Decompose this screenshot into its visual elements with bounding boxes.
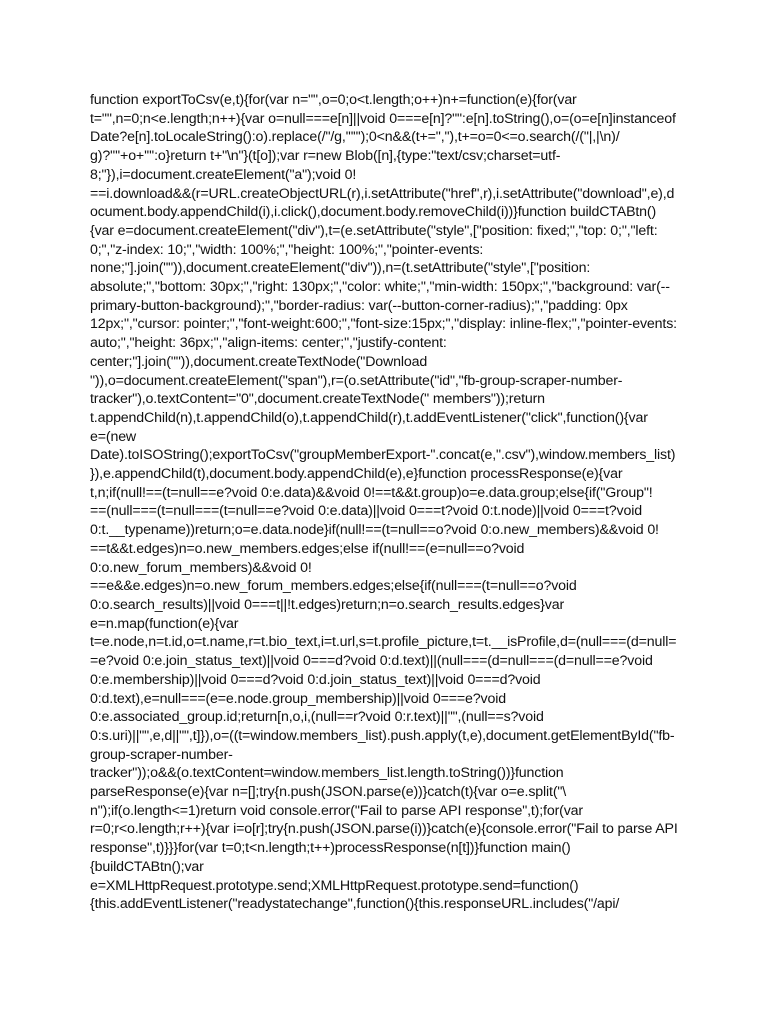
code-line: function exportToCsv(e,t){for(var n="",o=0;o<t.length;o++)n+=function(e){for(var [90, 92, 577, 108]
code-line: group-scraper-number- [90, 746, 233, 763]
code-line: t="",n=0;n<e.length;n++){var o=null===e[n]||void 0===e[n]?"":e[n].toString(),o=(o=e[n]instanceof [90, 110, 676, 127]
code-line: n");if(o.length<=1)return void console.error("Fail to parse API response",t);for(var [90, 802, 583, 819]
code-line: 0:d.text),e=null===(e=e.node.group_membership)||void 0===e?void [90, 690, 506, 707]
code-line: r=0;r<o.length;r++){var i=o[r];try{n.push(JSON.parse(i))}catch(e){console.error("Fail to parse API [90, 821, 678, 838]
code-line: {buildCTABtn();var [90, 858, 204, 875]
code-line: tracker"),o.textContent="0",document.createTextNode(" members"));return [90, 391, 545, 408]
code-line: t=e.node,n=t.id,o=t.name,r=t.bio_text,i=t.url,s=t.profile_picture,t=t.__isProfile,d=(null===(d=null= [90, 634, 677, 651]
code-line: 0:e.associated_group.id;return[n,o,i,(null==r?void 0:r.text)||"",(null==s?void [90, 709, 544, 726]
code-line: }),e.appendChild(t),document.body.appendChild(e),e}function processResponse(e){var [90, 466, 623, 483]
code-line: absolute;","bottom: 30px;","right: 130px;","color: white;","min-width: 150px;","background: var(-- [90, 279, 670, 296]
code-line: response",t)}}}for(var t=0;t<n.length;t++)processResponse(n[t])}function main() [90, 840, 571, 857]
code-line: g)?'"'+o+'"':o}return t+"\n"}(t[o]);var r=new Blob([n],{type:"text/csv;charset=utf- [90, 148, 561, 165]
code-line: 0:t.__typename))return;o=e.data.node}if(null!==(t=null==o?void 0:o.new_members)&&void 0! [90, 522, 659, 539]
code-line: 0:e.membership)||void 0===d?void 0:d.join_status_text)||void 0===d?void [90, 671, 541, 688]
code-line: ")),o=document.createElement("span"),r=(o.setAttribute("id","fb-group-scraper-number- [90, 372, 623, 389]
code-line: 12px;","cursor: pointer;","font-weight:600;","font-size:15px;","display: inline-flex;","pointer-events: [90, 316, 677, 333]
code-line: Date?e[n].toLocaleString():o).replace(/"/g,'""');0<n&&(t+=","),t+=o=0<=o.search(/("|,|\n)/ [90, 129, 620, 146]
code-line: parseResponse(e){var n=[];try{n.push(JSON.parse(e))}catch(t){var o=e.split("\ [90, 784, 567, 801]
code-line: ==t&&t.edges)n=o.new_members.edges;else if(null!==(e=null==o?void [90, 540, 525, 557]
code-line: ocument.body.appendChild(i),i.click(),document.body.removeChild(i))}function buildCTABtn() [90, 204, 657, 221]
code-line: e=(new [90, 428, 137, 445]
code-line: auto;","height: 36px;","align-items: center;","justify-content: [90, 335, 447, 352]
code-line: Date).toISOString();exportToCsv("groupMemberExport-".concat(e,".csv"),window.members_list) [90, 447, 676, 464]
code-line: t.appendChild(n),t.appendChild(o),t.appendChild(r),t.addEventListener("click",function(){var [90, 409, 648, 426]
code-line: ==(null===(t=null===(t=null==e?void 0:e.data)||void 0===t?void 0:t.node)||void 0===t?void [90, 503, 642, 520]
code-line: 0:o.new_forum_members)&&void 0! [90, 559, 312, 576]
code-line: 8;"}),i=document.createElement("a");void 0! [90, 166, 357, 183]
code-text-body [90, 91, 768, 914]
code-line: e=XMLHttpRequest.prototype.send;XMLHttpRequest.prototype.send=function() [90, 877, 579, 894]
code-line: tracker"));o&&(o.textContent=window.members_list.length.toString())}function [90, 765, 564, 782]
code-line: e=n.map(function(e){var [90, 615, 239, 632]
code-line: ==e&&e.edges)n=o.new_forum_members.edges;else{if(null===(t=null==o?void [90, 578, 577, 595]
code-line: center;"].join("")),document.createTextNode("Download [90, 353, 428, 370]
code-line: t,n;if(null!==(t=null==e?void 0:e.data)&&void 0!==t&&t.group)o=e.data.group;else{if("Group"! [90, 484, 653, 501]
code-line: 0:o.search_results)||void 0===t||!t.edges)return;n=o.search_results.edges}var [90, 596, 565, 613]
code-line: primary-button-background);","border-radius: var(--button-corner-radius);","padding: 0px [90, 297, 628, 314]
code-line: none;"].join("")),document.createElement("div")),n=(t.setAttribute("style",["position: [90, 260, 591, 277]
code-line: 0:s.uri)||"",e,d||"",t]}),o=((t=window.members_list).push.apply(t,e),document.getElementById("fb- [90, 727, 675, 744]
code-line: {this.addEventListener("readystatechange",function(){this.responseURL.includes("/api/ [90, 896, 620, 913]
code-line: =e?void 0:e.join_status_text)||void 0===d?void 0:d.text)||(null===(d=null===(d=null==e?void [90, 653, 653, 670]
code-line: {var e=document.createElement("div"),t=(e.setAttribute("style",["position: fixed;","top: 0;","left: [90, 222, 658, 239]
code-line: ==i.download&&(r=URL.createObjectURL(r),i.setAttribute("href",r),i.setAttribute("download",e),d [90, 185, 675, 202]
code-line: 0;","z-index: 10;","width: 100%;","height: 100%;","pointer-events: [90, 241, 484, 258]
